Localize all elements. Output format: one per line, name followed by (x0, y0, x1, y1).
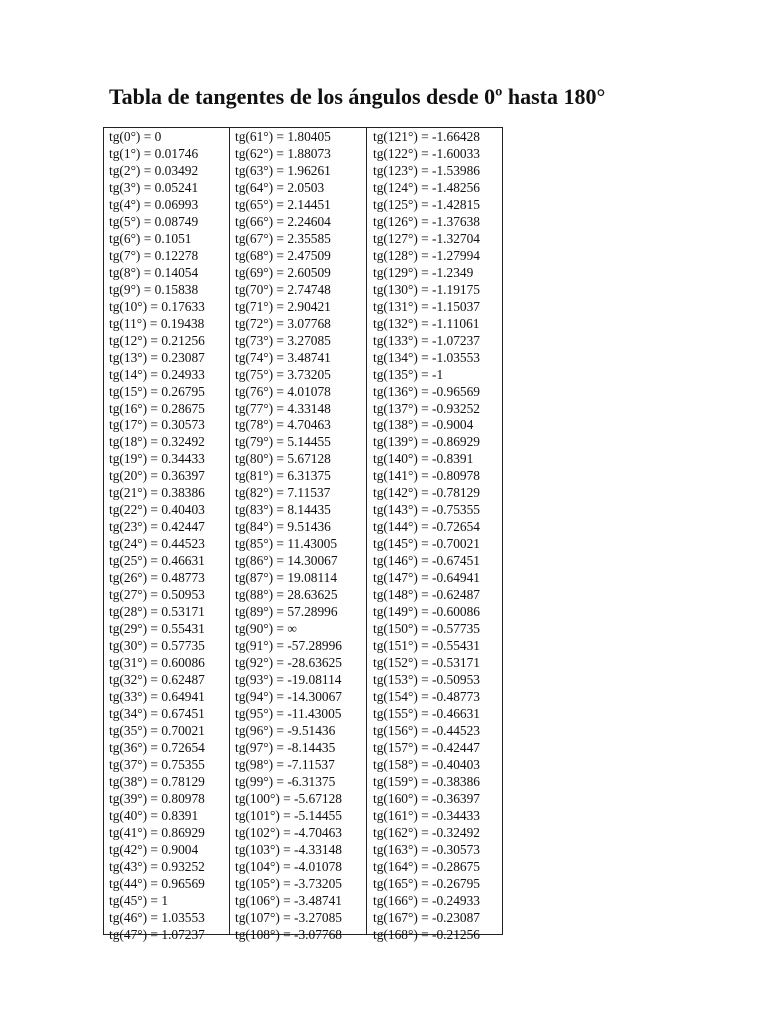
table-cell: tg(27°) = 0.50953 (109, 587, 205, 603)
table-column-3 (367, 128, 502, 942)
table-cell: tg(121°) = -1.66428 (373, 129, 481, 144)
table-cell: tg(33°) = 0.64941 (109, 688, 205, 704)
table-cell: tg(3°) = 0.05241 (109, 179, 199, 195)
table-cell: tg(146°) = -0.67451 (373, 553, 481, 569)
table-cell: tg(85°) = 11.43005 (235, 536, 338, 552)
table-cell: tg(158°) = -0.40403 (373, 756, 481, 772)
table-cell: tg(93°) = -19.08114 (235, 672, 342, 687)
table-cell: tg(0°) = 0 (109, 129, 162, 144)
table-cell: tg(105°) = -3.73205 (235, 875, 343, 891)
page-title: Tabla de tangentes de los ángulos desde 0º hasta 180° (109, 84, 606, 109)
table-cell: tg(28°) = 0.53171 (109, 604, 205, 620)
table-cell: tg(165°) = -0.26795 (373, 875, 481, 891)
table-cell: tg(16°) = 0.28675 (109, 400, 205, 416)
table-cell: tg(99°) = -6.31375 (235, 773, 336, 789)
table-cell: tg(88°) = 28.63625 (235, 587, 338, 603)
table-cell: tg(43°) = 0.93252 (109, 858, 205, 874)
table-cell: tg(129°) = -1.2349 (373, 264, 474, 280)
table-cell: tg(6°) = 0.1051 (109, 230, 192, 246)
table-cell: tg(137°) = -0.93252 (373, 400, 481, 416)
table-cell: tg(15°) = 0.26795 (109, 383, 205, 399)
table-cell: tg(142°) = -0.78129 (373, 485, 481, 501)
tangent-table (103, 127, 503, 942)
table-cell: tg(47°) = 1.07237 (109, 926, 205, 942)
table-cell: tg(143°) = -0.75355 (373, 502, 481, 518)
table-cell: tg(34°) = 0.67451 (109, 705, 205, 721)
table-cell: tg(132°) = -1.11061 (373, 315, 480, 331)
table-cell: tg(138°) = -0.9004 (373, 417, 474, 433)
table-cell: tg(44°) = 0.96569 (109, 875, 205, 891)
table-cell: tg(20°) = 0.36397 (109, 468, 205, 484)
table-cell: tg(96°) = -9.51436 (235, 722, 336, 738)
table-cell: tg(160°) = -0.36397 (373, 790, 481, 806)
table-cell: tg(29°) = 0.55431 (109, 621, 205, 637)
table-cell: tg(90°) = ∞ (235, 621, 297, 637)
table-cell: tg(108°) = -3.07768 (235, 926, 343, 942)
table-cell: tg(19°) = 0.34433 (109, 451, 205, 467)
table-cell: tg(155°) = -0.46631 (373, 705, 481, 721)
table-cell: tg(149°) = -0.60086 (373, 604, 481, 620)
table-cell: tg(97°) = -8.14435 (235, 739, 336, 755)
table-cell: tg(30°) = 0.57735 (109, 638, 205, 654)
table-cell: tg(77°) = 4.33148 (235, 400, 331, 416)
table-cell: tg(82°) = 7.11537 (235, 485, 331, 501)
table-cell: tg(107°) = -3.27085 (235, 909, 343, 925)
table-cell: tg(26°) = 0.48773 (109, 570, 205, 586)
table-cell: tg(74°) = 3.48741 (235, 349, 331, 365)
table-cell: tg(159°) = -0.38386 (373, 773, 481, 789)
table-cell: tg(153°) = -0.50953 (373, 672, 481, 687)
table-cell: tg(154°) = -0.48773 (373, 688, 481, 704)
table-cell: tg(139°) = -0.86929 (373, 434, 481, 450)
table-cell: tg(37°) = 0.75355 (109, 756, 205, 772)
table-cell: tg(145°) = -0.70021 (373, 536, 481, 552)
table-cell: tg(12°) = 0.21256 (109, 332, 205, 348)
table-cell: tg(17°) = 0.30573 (109, 417, 205, 433)
table-cell: tg(98°) = -7.11537 (235, 756, 335, 772)
table-cell: tg(148°) = -0.62487 (373, 587, 481, 603)
table-cell: tg(123°) = -1.53986 (373, 162, 481, 178)
table-cell: tg(11°) = 0.19438 (109, 315, 205, 331)
table-cell: tg(73°) = 3.27085 (235, 332, 331, 348)
table-column-2 (230, 128, 367, 942)
table-cell: tg(4°) = 0.06993 (109, 196, 199, 212)
table-cell: tg(79°) = 5.14455 (235, 434, 331, 450)
table-cell: tg(94°) = -14.30067 (235, 688, 343, 704)
table-cell: tg(69°) = 2.60509 (235, 264, 331, 280)
table-cell: tg(61°) = 1.80405 (235, 129, 331, 144)
table-cell: tg(63°) = 1.96261 (235, 162, 331, 178)
table-cell: tg(151°) = -0.55431 (373, 638, 481, 654)
table-cell: tg(164°) = -0.28675 (373, 858, 481, 874)
table-cell: tg(35°) = 0.70021 (109, 722, 205, 738)
table-cell: tg(87°) = 19.08114 (235, 570, 338, 586)
table-cell: tg(91°) = -57.28996 (235, 638, 343, 654)
table-cell: tg(5°) = 0.08749 (109, 213, 199, 229)
table-cell: tg(42°) = 0.9004 (109, 841, 199, 857)
table-cell: tg(166°) = -0.24933 (373, 892, 481, 908)
table-cell: tg(144°) = -0.72654 (373, 519, 481, 535)
table-cell: tg(71°) = 2.90421 (235, 298, 331, 314)
table-cell: tg(9°) = 0.15838 (109, 281, 199, 297)
table-cell: tg(89°) = 57.28996 (235, 604, 338, 620)
table-cell: tg(104°) = -4.01078 (235, 858, 343, 874)
table-cell: tg(86°) = 14.30067 (235, 553, 338, 569)
table-cell: tg(75°) = 3.73205 (235, 366, 331, 382)
table-cell: tg(1°) = 0.01746 (109, 145, 199, 161)
table-cell: tg(23°) = 0.42447 (109, 519, 205, 535)
table-cell: tg(40°) = 0.8391 (109, 807, 199, 823)
table-cell: tg(92°) = -28.63625 (235, 655, 343, 671)
table-cell: tg(156°) = -0.44523 (373, 722, 481, 738)
table-cell: tg(13°) = 0.23087 (109, 349, 205, 365)
table-cell: tg(168°) = -0.21256 (373, 926, 481, 942)
table-cell: tg(21°) = 0.38386 (109, 485, 205, 501)
table-cell: tg(150°) = -0.57735 (373, 621, 481, 637)
table-cell: tg(81°) = 6.31375 (235, 468, 331, 484)
table-cell: tg(7°) = 0.12278 (109, 247, 199, 263)
table-cell: tg(157°) = -0.42447 (373, 739, 481, 755)
table-cell: tg(134°) = -1.03553 (373, 349, 481, 365)
table-cell: tg(133°) = -1.07237 (373, 332, 481, 348)
table-cell: tg(62°) = 1.88073 (235, 145, 331, 161)
table-cell: tg(46°) = 1.03553 (109, 909, 205, 925)
table-cell: tg(31°) = 0.60086 (109, 655, 205, 671)
table-cell: tg(18°) = 0.32492 (109, 434, 205, 450)
table-cell: tg(136°) = -0.96569 (373, 383, 481, 399)
table-cell: tg(83°) = 8.14435 (235, 502, 331, 518)
table-cell: tg(39°) = 0.80978 (109, 790, 205, 806)
table-cell: tg(2°) = 0.03492 (109, 162, 199, 178)
table-cell: tg(72°) = 3.07768 (235, 315, 331, 331)
table-cell: tg(127°) = -1.32704 (373, 230, 481, 246)
table-cell: tg(65°) = 2.14451 (235, 196, 331, 212)
table-cell: tg(66°) = 2.24604 (235, 213, 331, 229)
table-cell: tg(141°) = -0.80978 (373, 468, 481, 484)
table-cell: tg(131°) = -1.15037 (373, 298, 481, 314)
table-cell: tg(78°) = 4.70463 (235, 417, 331, 433)
table-cell: tg(128°) = -1.27994 (373, 247, 481, 263)
table-cell: tg(45°) = 1 (109, 892, 169, 908)
table-cell: tg(8°) = 0.14054 (109, 264, 199, 280)
table-cell: tg(95°) = -11.43005 (235, 705, 342, 721)
table-cell: tg(102°) = -4.70463 (235, 824, 343, 840)
table-cell: tg(67°) = 2.35585 (235, 230, 331, 246)
table-cell: tg(80°) = 5.67128 (235, 451, 331, 467)
table-cell: tg(41°) = 0.86929 (109, 824, 205, 840)
table-cell: tg(130°) = -1.19175 (373, 281, 481, 297)
table-cell: tg(106°) = -3.48741 (235, 892, 343, 908)
table-cell: tg(10°) = 0.17633 (109, 298, 205, 314)
table-cell: tg(124°) = -1.48256 (373, 179, 481, 195)
table-cell: tg(32°) = 0.62487 (109, 672, 205, 687)
table-cell: tg(38°) = 0.78129 (109, 773, 205, 789)
table-cell: tg(101°) = -5.14455 (235, 807, 343, 823)
table-cell: tg(68°) = 2.47509 (235, 247, 331, 263)
table-cell: tg(135°) = -1 (373, 366, 444, 382)
table-cell: tg(161°) = -0.34433 (373, 807, 481, 823)
table-cell: tg(162°) = -0.32492 (373, 824, 481, 840)
table-cell: tg(167°) = -0.23087 (373, 909, 481, 925)
table-cell: tg(22°) = 0.40403 (109, 502, 205, 518)
table-cell: tg(103°) = -4.33148 (235, 841, 343, 857)
table-cell: tg(64°) = 2.0503 (235, 179, 325, 195)
table-cell: tg(100°) = -5.67128 (235, 790, 343, 806)
table-cell: tg(152°) = -0.53171 (373, 655, 481, 671)
table-cell: tg(36°) = 0.72654 (109, 739, 205, 755)
table-cell: tg(14°) = 0.24933 (109, 366, 205, 382)
table-cell: tg(25°) = 0.46631 (109, 553, 205, 569)
table-cell: tg(163°) = -0.30573 (373, 841, 481, 857)
table-cell: tg(84°) = 9.51436 (235, 519, 331, 535)
table-cell: tg(70°) = 2.74748 (235, 281, 331, 297)
table-cell: tg(76°) = 4.01078 (235, 383, 331, 399)
table-cell: tg(24°) = 0.44523 (109, 536, 205, 552)
table-cell: tg(140°) = -0.8391 (373, 451, 474, 467)
table-cell: tg(125°) = -1.42815 (373, 196, 481, 212)
table-column-1 (104, 128, 230, 942)
table-cell: tg(126°) = -1.37638 (373, 213, 481, 229)
table-cell: tg(122°) = -1.60033 (373, 145, 481, 161)
table-cell: tg(147°) = -0.64941 (373, 570, 481, 586)
